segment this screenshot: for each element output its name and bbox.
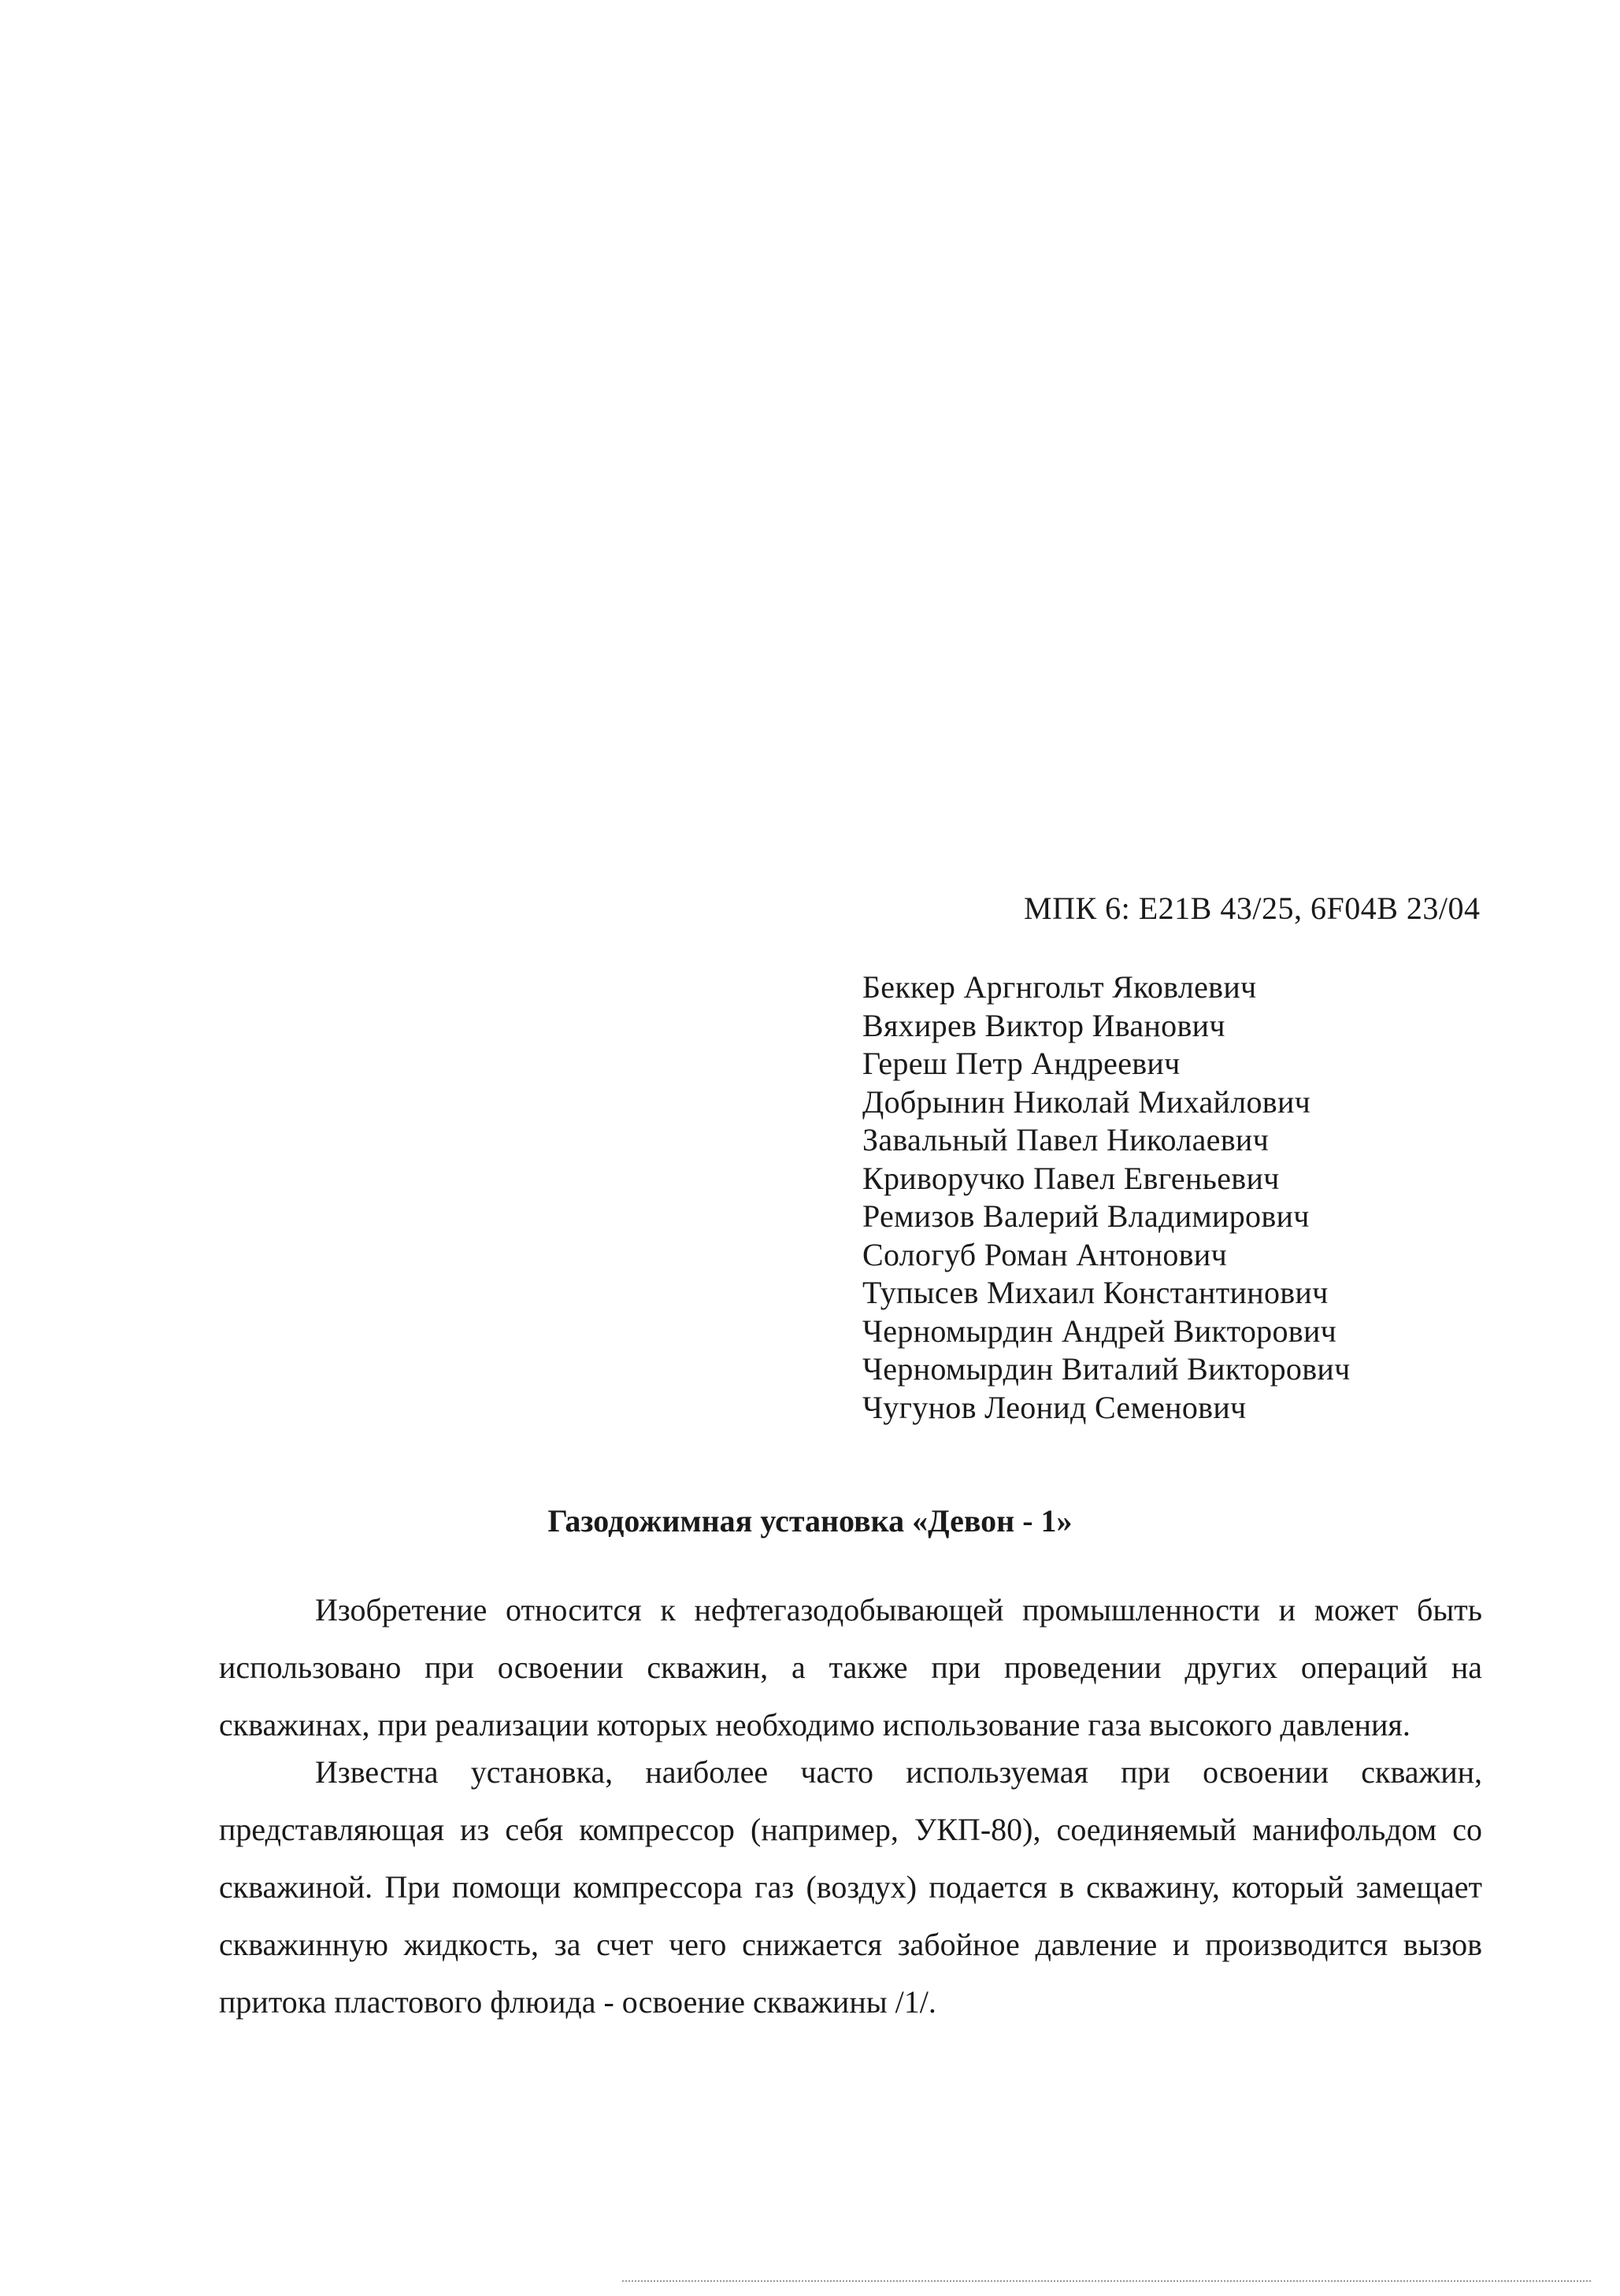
paragraph-text: Известна установка, наиболее часто используемая при освоении скважин, представляющая из себя компрессор (например, УКП-80), соединяемый манифольдом со скважиной. При помощи компрессора газ (воздух) подается в скважину, который замещает скважинную жидкость, за счет чего снижается забойное давление и производится вызов притока пластового флюида - освоение скважины /1/. — [219, 1754, 1482, 2020]
author-name: Добрынин Николай Михайлович — [862, 1083, 1311, 1120]
document-title: Газодожимная установка «Девон - 1» — [547, 1503, 1073, 1539]
author-name: Вяхирев Виктор Иванович — [862, 1007, 1225, 1043]
author-name: Гереш Петр Андреевич — [862, 1046, 1181, 1081]
author-name: Черномырдин Андрей Викторович — [862, 1313, 1337, 1349]
author-name: Беккер Аргнгольт Яковлевич — [862, 969, 1257, 1005]
author-name: Черномырдин Виталий Викторович — [862, 1351, 1351, 1387]
ipc-classification: МПК 6: E21B 43/25, 6F04B 23/04 — [1024, 891, 1481, 926]
author-name: Криворучко Павел Евгеньевич — [862, 1160, 1280, 1196]
author-name: Сологуб Роман Антонович — [862, 1236, 1227, 1272]
paragraph-text: Изобретение относится к нефтегазодобывающей промышленности и может быть использовано при освоении скважин, а также при проведении других операций на скважинах, при реализации которых необходимо использование газа высокого давления. — [219, 1592, 1482, 1742]
author-name: Завальный Павел Николаевич — [862, 1122, 1270, 1157]
body-paragraph-2 — [219, 1743, 1482, 2031]
author-name: Ремизов Валерий Владимирович — [862, 1198, 1310, 1234]
author-name: Чугунов Леонид Семенович — [862, 1389, 1247, 1425]
authors-list — [862, 968, 1571, 1427]
body-paragraph-1 — [219, 1581, 1482, 1753]
author-name: Тупысев Михаил Константинович — [862, 1275, 1329, 1310]
bottom-scan-edge — [622, 2280, 1591, 2282]
